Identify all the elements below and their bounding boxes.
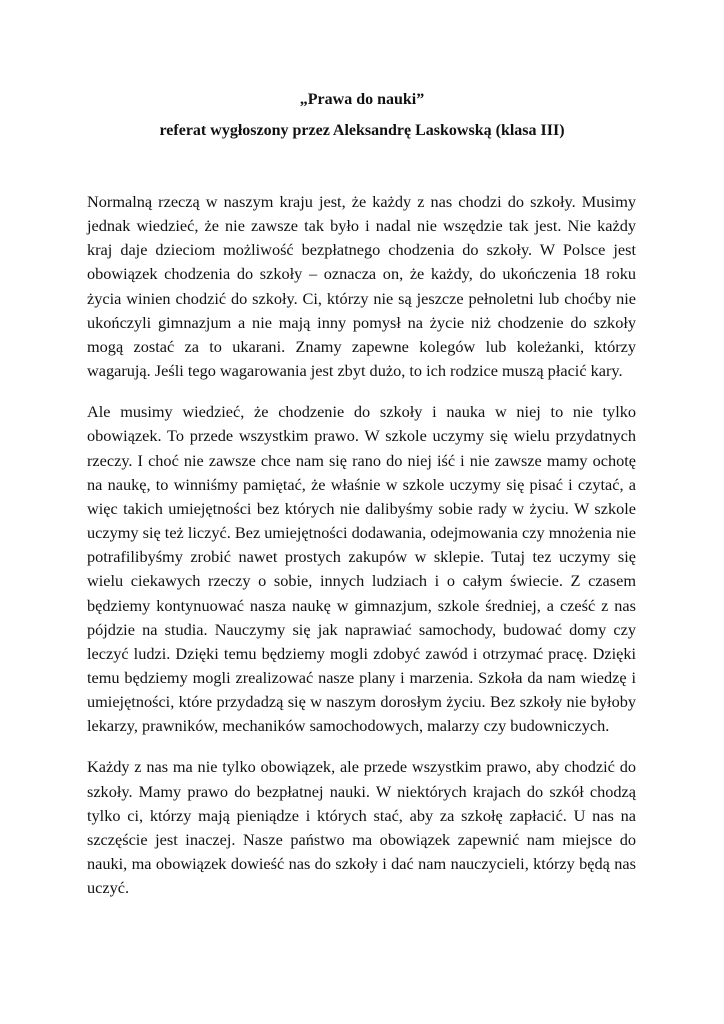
paragraph-2: Ale musimy wiedzieć, że chodzenie do szkoły i nauka w niej to nie tylko obowiązek. To przede wszystkim prawo. W szkole uczymy się wielu przydatnych rzeczy. I choć nie zawsze chce nam się rano do niej iść i nie zawsze mamy ochotę na naukę, to winniśmy pamiętać, że właśnie w szkole uczymy się pisać i czytać, a więc takich umiejętności bez których nie dalibyśmy sobie rady w życiu. W szkole uczymy się też liczyć. Bez umiejętności dodawania, odejmowania czy mnożenia nie potrafilibyśmy zrobić nawet prostych zakupów w sklepie. Tutaj tez uczymy się wielu ciekawych rzeczy o sobie, innych ludziach i o całym świecie. Z czasem będziemy kontynuować nasza naukę w gimnazjum, szkole średniej, a cześć z nas pójdzie na studia. Nauczymy się jak naprawiać samochody, budować domy czy leczyć ludzi. Dzięki temu będziemy mogli zdobyć zawód i otrzymać pracę. Dzięki temu będziemy mogli zrealizować nasze plany i marzenia. Szkoła da nam wiedzę i umiejętności, które przydadzą się w naszym dorosłym życiu. Bez szkoły nie byłoby lekarzy, prawników, mechaników samochodowych, malarzy czy budowniczych. — [87, 402, 636, 736]
document-subtitle: referat wygłoszony przez Aleksandrę Laskowską (klasa III) — [159, 122, 565, 139]
paragraph-3: Każdy z nas ma nie tylko obowiązek, ale przede wszystkim prawo, aby chodzić do szkoły. Mamy prawo do bezpłatnej nauki. W niektórych krajach do szkół chodzą tylko ci, którzy mają pieniądze i których stać, aby za szkołę zapłacić. U nas na szczęście jest inaczej. Nasze państwo ma obowiązek zapewnić nam miejsce do nauki, ma obowiązek dowieść nas do szkoły i dać nam nauczycieli, którzy będą nas uczyć. — [87, 757, 636, 898]
document-body — [87, 190, 636, 917]
paragraph-1: Normalną rzeczą w naszym kraju jest, że każdy z nas chodzi do szkoły. Musimy jednak wiedzieć, że nie zawsze tak było i nadal nie wszędzie tak jest. Nie każdy kraj daje dzieciom możliwość bezpłatnego chodzenia do szkoły. W Polsce jest obowiązek chodzenia do szkoły – oznacza on, że każdy, do ukończenia 18 roku życia winien chodzić do szkoły. Ci, którzy nie są jeszcze pełnoletni lub choćby nie ukończyli gimnazjum a nie mają inny pomysł na życie niż chodzenie do szkoły mogą zostać za to ukarani. Znamy zapewne kolegów lub koleżanki, którzy wagarują. Jeśli tego wagarowania jest zbyt dużo, to ich rodzice muszą płacić kary. — [87, 192, 636, 381]
document-title: „Prawa do nauki” — [299, 91, 425, 108]
